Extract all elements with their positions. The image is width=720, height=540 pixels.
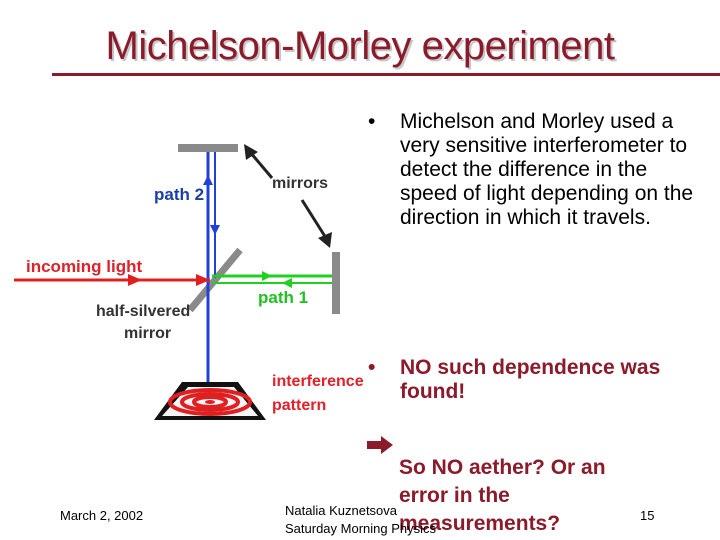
footer-author-block — [285, 502, 445, 538]
label-pattern: pattern — [272, 397, 327, 414]
title-underline — [52, 73, 720, 76]
footer-author: Natalia Kuznetsova — [285, 503, 398, 518]
bullet-dot: • — [368, 356, 376, 379]
label-path1: path 1 — [258, 288, 309, 307]
label-mirrors: mirrors — [272, 175, 329, 192]
bullet-text-2: NO such dependence was found! — [400, 356, 661, 403]
bullet-text-1: Michelson and Morley used a very sensitive interferometer to detect the difference in the speed of light depending on the direction in which it travels. — [400, 110, 694, 229]
footer-event: Saturday Morning Physics — [285, 521, 437, 536]
footer-date: March 2, 2002 — [60, 508, 144, 523]
slide-title: Michelson-Morley experiment — [105, 24, 615, 68]
bullet-dot: • — [368, 110, 376, 133]
interferometer-diagram — [0, 130, 370, 430]
label-interference: interference — [272, 373, 364, 390]
page-number: 15 — [640, 508, 655, 523]
conclusion-text: So NO aether? Or an error in the measurements? — [399, 456, 606, 535]
right-mirror — [332, 252, 340, 314]
label-mirror: mirror — [124, 325, 172, 342]
label-half-silvered: half-silvered — [96, 303, 191, 320]
top-mirror — [178, 144, 238, 152]
label-path2: path 2 — [154, 185, 205, 204]
label-incoming-light: incoming light — [26, 257, 143, 276]
right-arrow-icon — [365, 435, 395, 455]
